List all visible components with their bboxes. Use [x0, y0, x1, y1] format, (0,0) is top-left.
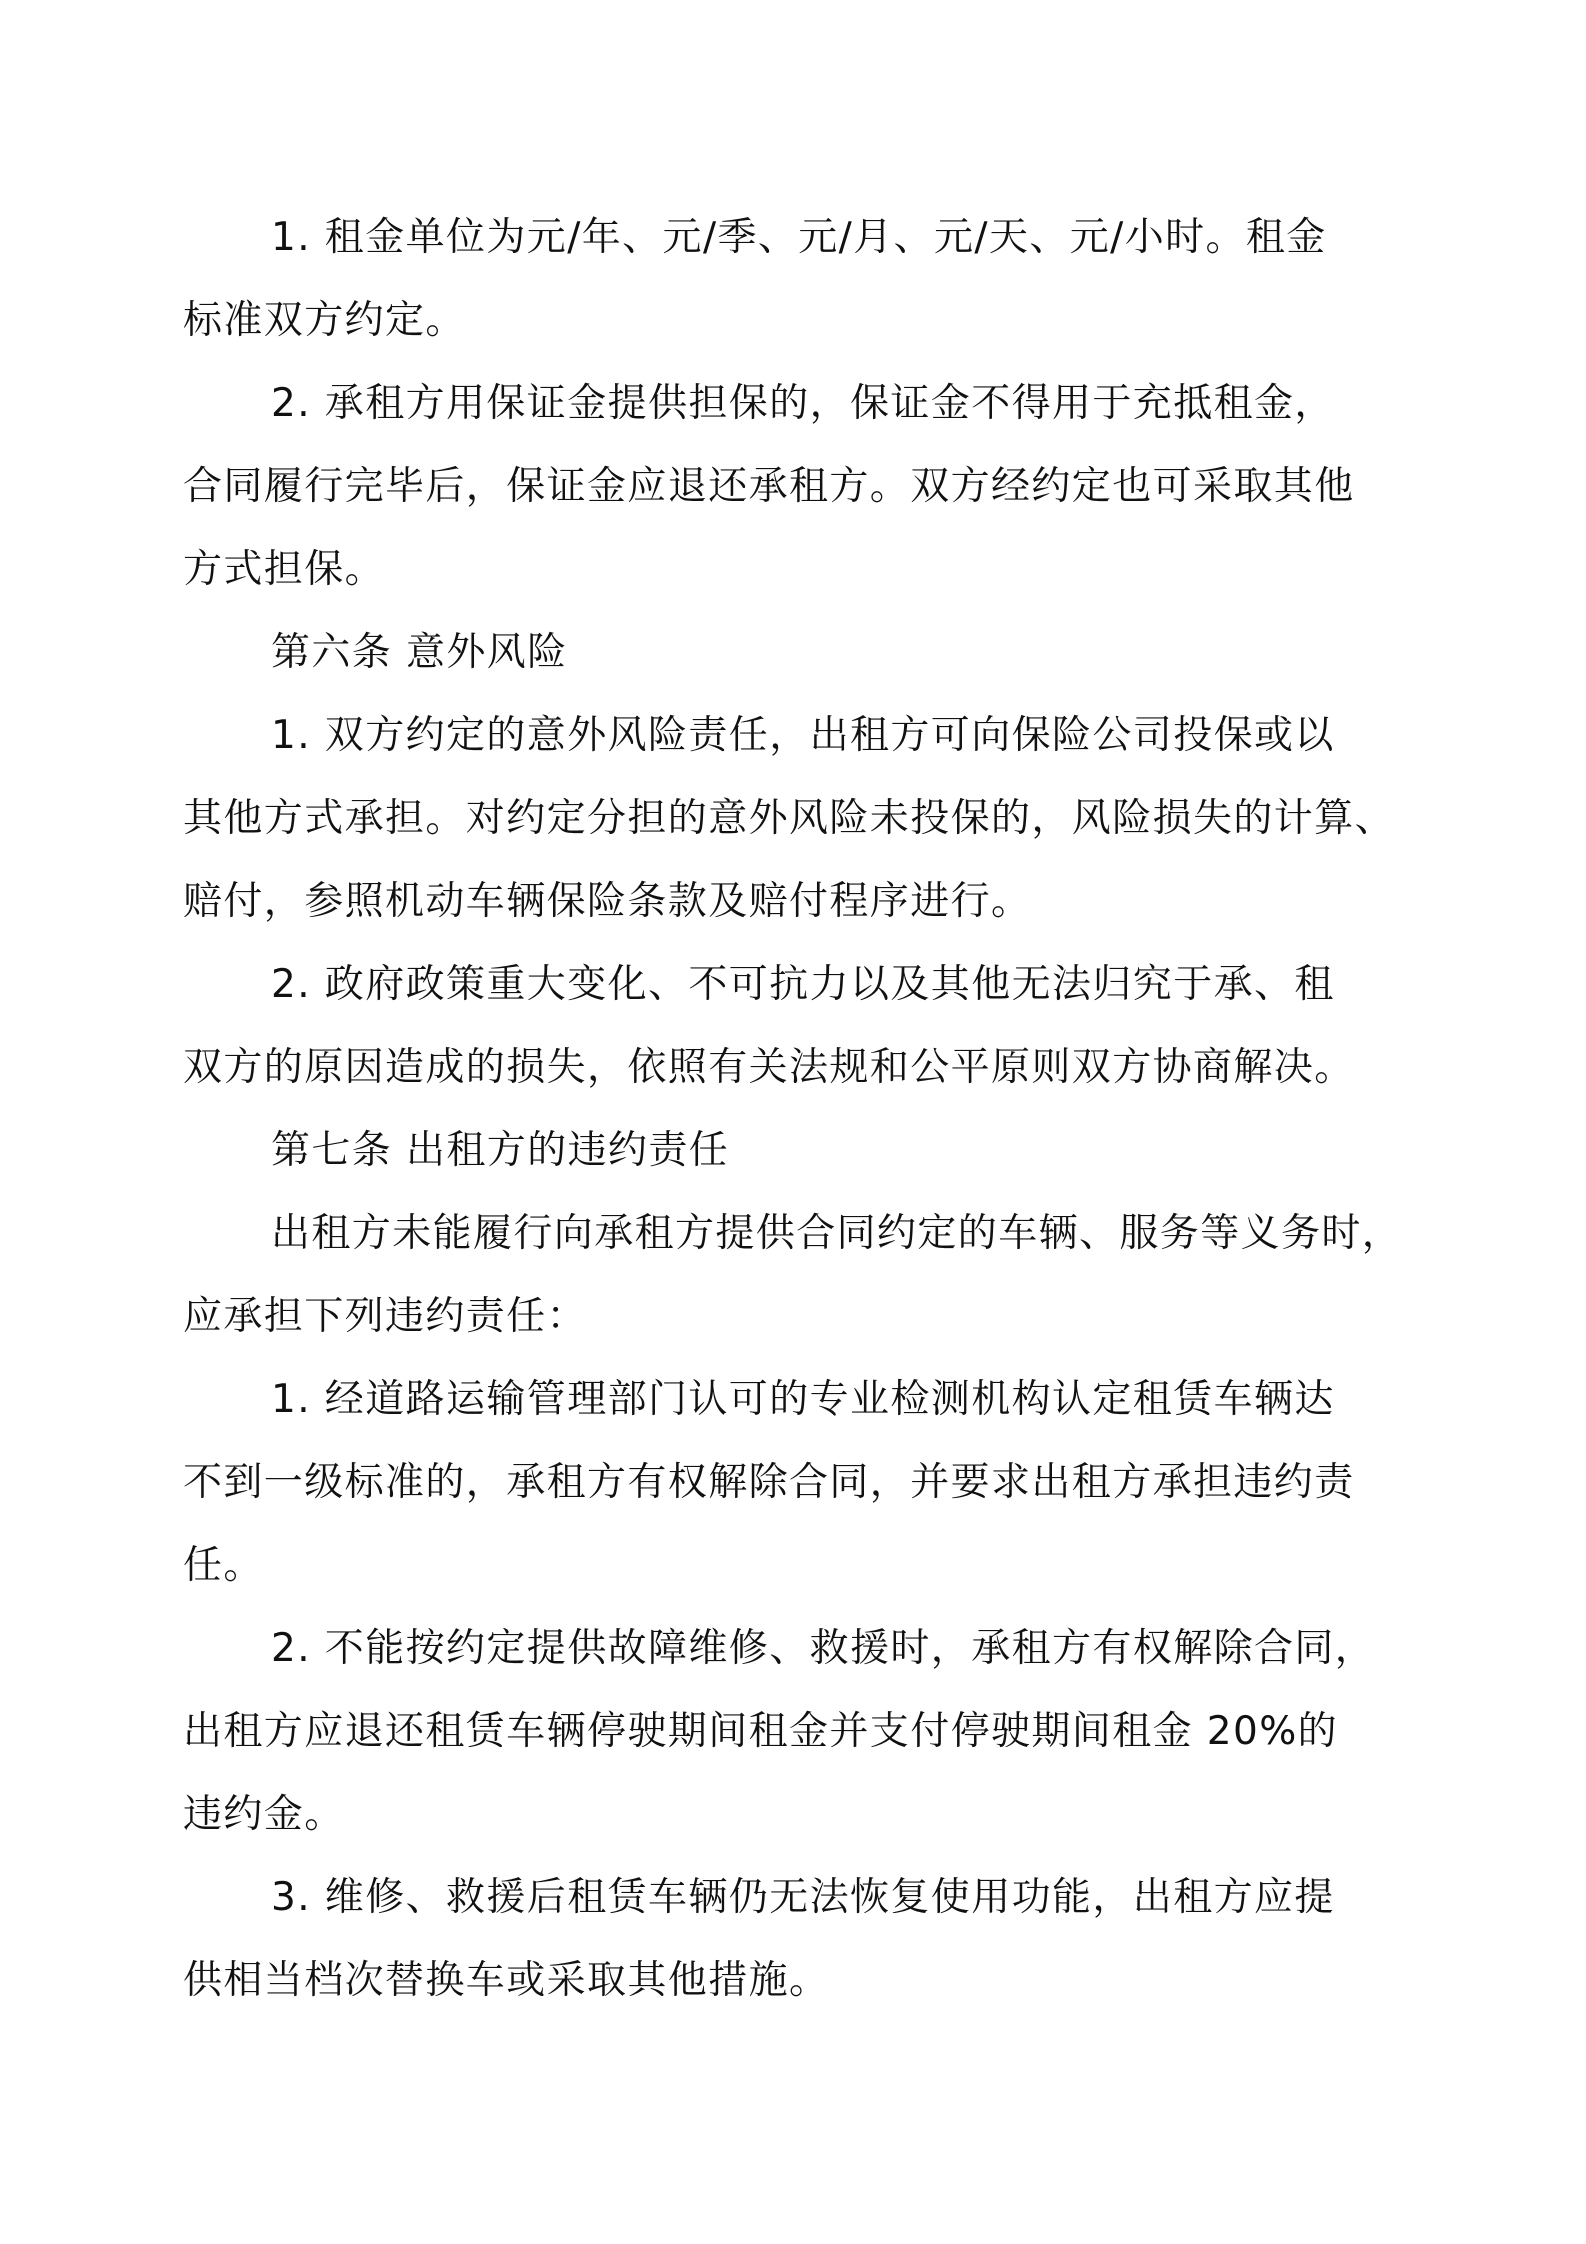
text-line: 标准双方约定。 — [183, 298, 466, 343]
paragraph-force-majeure — [183, 943, 1423, 1109]
text-line: 3. 维修、救援后租赁车辆仍无法恢复使用功能，出租方应提 — [271, 1875, 1335, 1920]
text-line: 任。 — [183, 1543, 264, 1588]
text-line: 应承担下列违约责任： — [183, 1294, 588, 1339]
document-body — [183, 196, 1423, 2022]
text-line: 违约金。 — [183, 1792, 345, 1837]
article-six-heading — [183, 611, 1423, 694]
heading-line: 第七条 出租方的违约责任 — [271, 1128, 730, 1173]
text-line: 赔付，参照机动车辆保险条款及赔付程序进行。 — [183, 879, 1032, 924]
text-line: 方式担保。 — [183, 547, 386, 592]
text-line: 1. 经道路运输管理部门认可的专业检测机构认定租赁车辆达 — [271, 1377, 1335, 1422]
paragraph-repair-failure — [183, 1607, 1423, 1856]
text-line: 2. 政府政策重大变化、不可抗力以及其他无法归究于承、租 — [271, 962, 1335, 1007]
text-line: 双方的原因造成的损失，依照有关法规和公平原则双方协商解决。 — [183, 1045, 1355, 1090]
text-line: 2. 承租方用保证金提供担保的，保证金不得用于充抵租金， — [271, 381, 1335, 426]
text-line: 供相当档次替换车或采取其他措施。 — [183, 1958, 830, 2003]
heading-line: 第六条 意外风险 — [271, 630, 568, 675]
paragraph-deposit — [183, 362, 1423, 611]
paragraph-lessor-obligation — [183, 1192, 1423, 1358]
paragraph-inspection — [183, 1358, 1423, 1607]
text-line: 合同履行完毕后，保证金应退还承租方。双方经约定也可采取其他 — [183, 464, 1355, 509]
text-line: 出租方应退还租赁车辆停驶期间租金并支付停驶期间租金 20%的 — [183, 1709, 1339, 1754]
text-line: 其他方式承担。对约定分担的意外风险未投保的，风险损失的计算、 — [183, 796, 1396, 841]
text-line: 不到一级标准的，承租方有权解除合同，并要求出租方承担违约责 — [183, 1460, 1355, 1505]
paragraph-replacement-car — [183, 1856, 1423, 2022]
text-line: 2. 不能按约定提供故障维修、救援时，承租方有权解除合同， — [271, 1626, 1376, 1671]
article-seven-heading — [183, 1109, 1423, 1192]
paragraph-rent-unit — [183, 196, 1423, 362]
text-line: 1. 租金单位为元/年、元/季、元/月、元/天、元/小时。租金 — [271, 215, 1327, 260]
paragraph-accident-risk — [183, 694, 1423, 943]
text-line: 1. 双方约定的意外风险责任，出租方可向保险公司投保或以 — [271, 713, 1335, 758]
text-line: 出租方未能履行向承租方提供合同约定的车辆、服务等义务时， — [271, 1211, 1403, 1256]
